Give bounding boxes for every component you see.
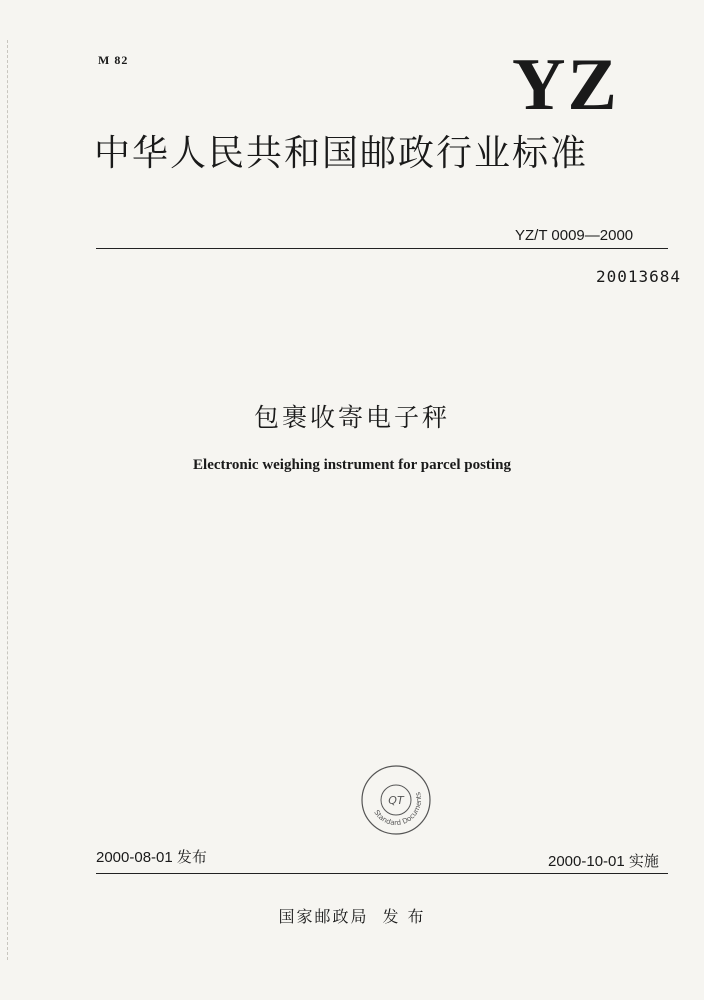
standard-logo: YZ	[512, 44, 619, 126]
classification-code: M 82	[98, 53, 129, 67]
stamp-center-text: QT	[388, 794, 404, 807]
publisher-line	[0, 904, 704, 927]
document-title-en: Electronic weighing instrument for parcel posting	[193, 457, 511, 473]
serial-number: 20013684	[596, 267, 682, 286]
bottom-divider	[96, 873, 668, 874]
standard-title: 中华人民共和国邮政行业标准	[94, 133, 589, 174]
standard-number: YZ/T 0009—2000	[515, 227, 634, 244]
scan-edge-line	[7, 40, 8, 960]
effective-date: 2000-10-01 实施	[548, 853, 659, 870]
issue-date: 2000-08-01 发布	[96, 849, 207, 866]
library-stamp	[356, 760, 436, 840]
stamp-ring-text: Standard Documents	[372, 791, 424, 828]
publish-word: 发 布	[382, 907, 426, 926]
publisher-name: 国家邮政局	[278, 907, 369, 926]
document-title-cn: 包裹收寄电子秤	[253, 403, 450, 432]
top-divider	[96, 248, 668, 249]
